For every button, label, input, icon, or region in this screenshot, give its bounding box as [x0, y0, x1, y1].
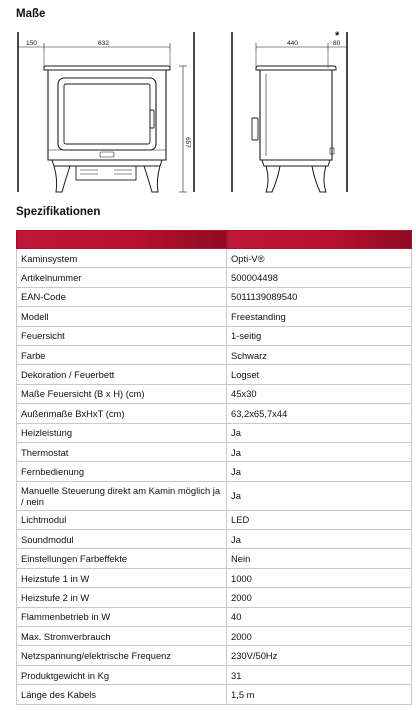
table-row [17, 404, 412, 423]
spec-label: Artikelnummer [17, 268, 227, 287]
spec-label: Modell [17, 307, 227, 326]
table-row [17, 307, 412, 326]
table-row [17, 607, 412, 626]
spec-value: 40 [227, 607, 412, 626]
spec-label: Heizstufe 2 in W [17, 588, 227, 607]
spec-label: Netzspannung/elektrische Frequenz [17, 646, 227, 665]
spec-label: Soundmodul [17, 530, 227, 549]
spec-value: 45x30 [227, 384, 412, 403]
side-back-label: 80 [333, 40, 341, 47]
spec-label: Außenmaße BxHxT (cm) [17, 404, 227, 423]
spec-value: Opti-V® [227, 249, 412, 268]
table-row [17, 326, 412, 345]
front-side-label: 150 [26, 40, 37, 47]
spec-value: 1-seitig [227, 326, 412, 345]
side-depth-label: 440 [287, 40, 298, 47]
dimension-drawing [0, 24, 416, 200]
spec-value: 31 [227, 665, 412, 684]
table-row [17, 646, 412, 665]
spec-label: Produktgewicht in Kg [17, 665, 227, 684]
spec-label: Dekoration / Feuerbett [17, 365, 227, 384]
table-row [17, 588, 412, 607]
spec-value: 63,2x65,7x44 [227, 404, 412, 423]
table-row [17, 568, 412, 587]
spec-label: Fernbedienung [17, 462, 227, 481]
table-row [17, 530, 412, 549]
spec-value: 230V/50Hz [227, 646, 412, 665]
table-header-bar [17, 231, 412, 249]
front-width-label: 632 [98, 40, 109, 47]
spec-value: Ja [227, 462, 412, 481]
spec-value: Nein [227, 549, 412, 568]
table-row [17, 268, 412, 287]
table-row [17, 462, 412, 481]
table-row [17, 423, 412, 442]
specifications-heading: Spezifikationen [16, 206, 101, 218]
table-row [17, 249, 412, 268]
table-row [17, 549, 412, 568]
table-row [17, 442, 412, 461]
spec-label: EAN-Code [17, 287, 227, 306]
spec-label: Maße Feuersicht (B x H) (cm) [17, 384, 227, 403]
spec-value: LED [227, 510, 412, 529]
table-row [17, 510, 412, 529]
spec-value: 1,5 m [227, 685, 412, 704]
spec-label: Heizstufe 1 in W [17, 568, 227, 587]
spec-value: 5011139089540 [227, 287, 412, 306]
spec-label: Einstellungen Farbeffekte [17, 549, 227, 568]
table-row [17, 627, 412, 646]
table-row [17, 345, 412, 364]
table-row [17, 665, 412, 684]
table-row [17, 384, 412, 403]
spec-value: Schwarz [227, 345, 412, 364]
spec-label: Flammenbetrieb in W [17, 607, 227, 626]
spec-label: Heizleistung [17, 423, 227, 442]
table-row [17, 365, 412, 384]
spec-value: Ja [227, 530, 412, 549]
spec-label: Lichtmodul [17, 510, 227, 529]
spec-label: Kaminsystem [17, 249, 227, 268]
spec-value: Ja [227, 442, 412, 461]
dimensions-heading: Maße [16, 8, 46, 20]
table-row [17, 685, 412, 704]
spec-label: Max. Stromverbrauch [17, 627, 227, 646]
spec-value: 2000 [227, 588, 412, 607]
spec-value: Ja [227, 423, 412, 442]
spec-value: 1000 [227, 568, 412, 587]
side-view [232, 32, 347, 192]
front-view [18, 32, 194, 192]
spec-label: Farbe [17, 345, 227, 364]
spec-label: Feuersicht [17, 326, 227, 345]
table-row [17, 481, 412, 510]
front-height-label: 657 [184, 137, 191, 148]
table-row [17, 287, 412, 306]
spec-value: Logset [227, 365, 412, 384]
specifications-table [16, 230, 412, 705]
spec-label: Thermostat [17, 442, 227, 461]
asterisk-mark: * [335, 30, 340, 42]
spec-label: Manuelle Steuerung direkt am Kamin möglich ja / nein [17, 481, 227, 510]
spec-value: Ja [227, 481, 412, 510]
spec-label: Länge des Kabels [17, 685, 227, 704]
spec-value: Freestanding [227, 307, 412, 326]
spec-value: 2000 [227, 627, 412, 646]
spec-value: 500004498 [227, 268, 412, 287]
